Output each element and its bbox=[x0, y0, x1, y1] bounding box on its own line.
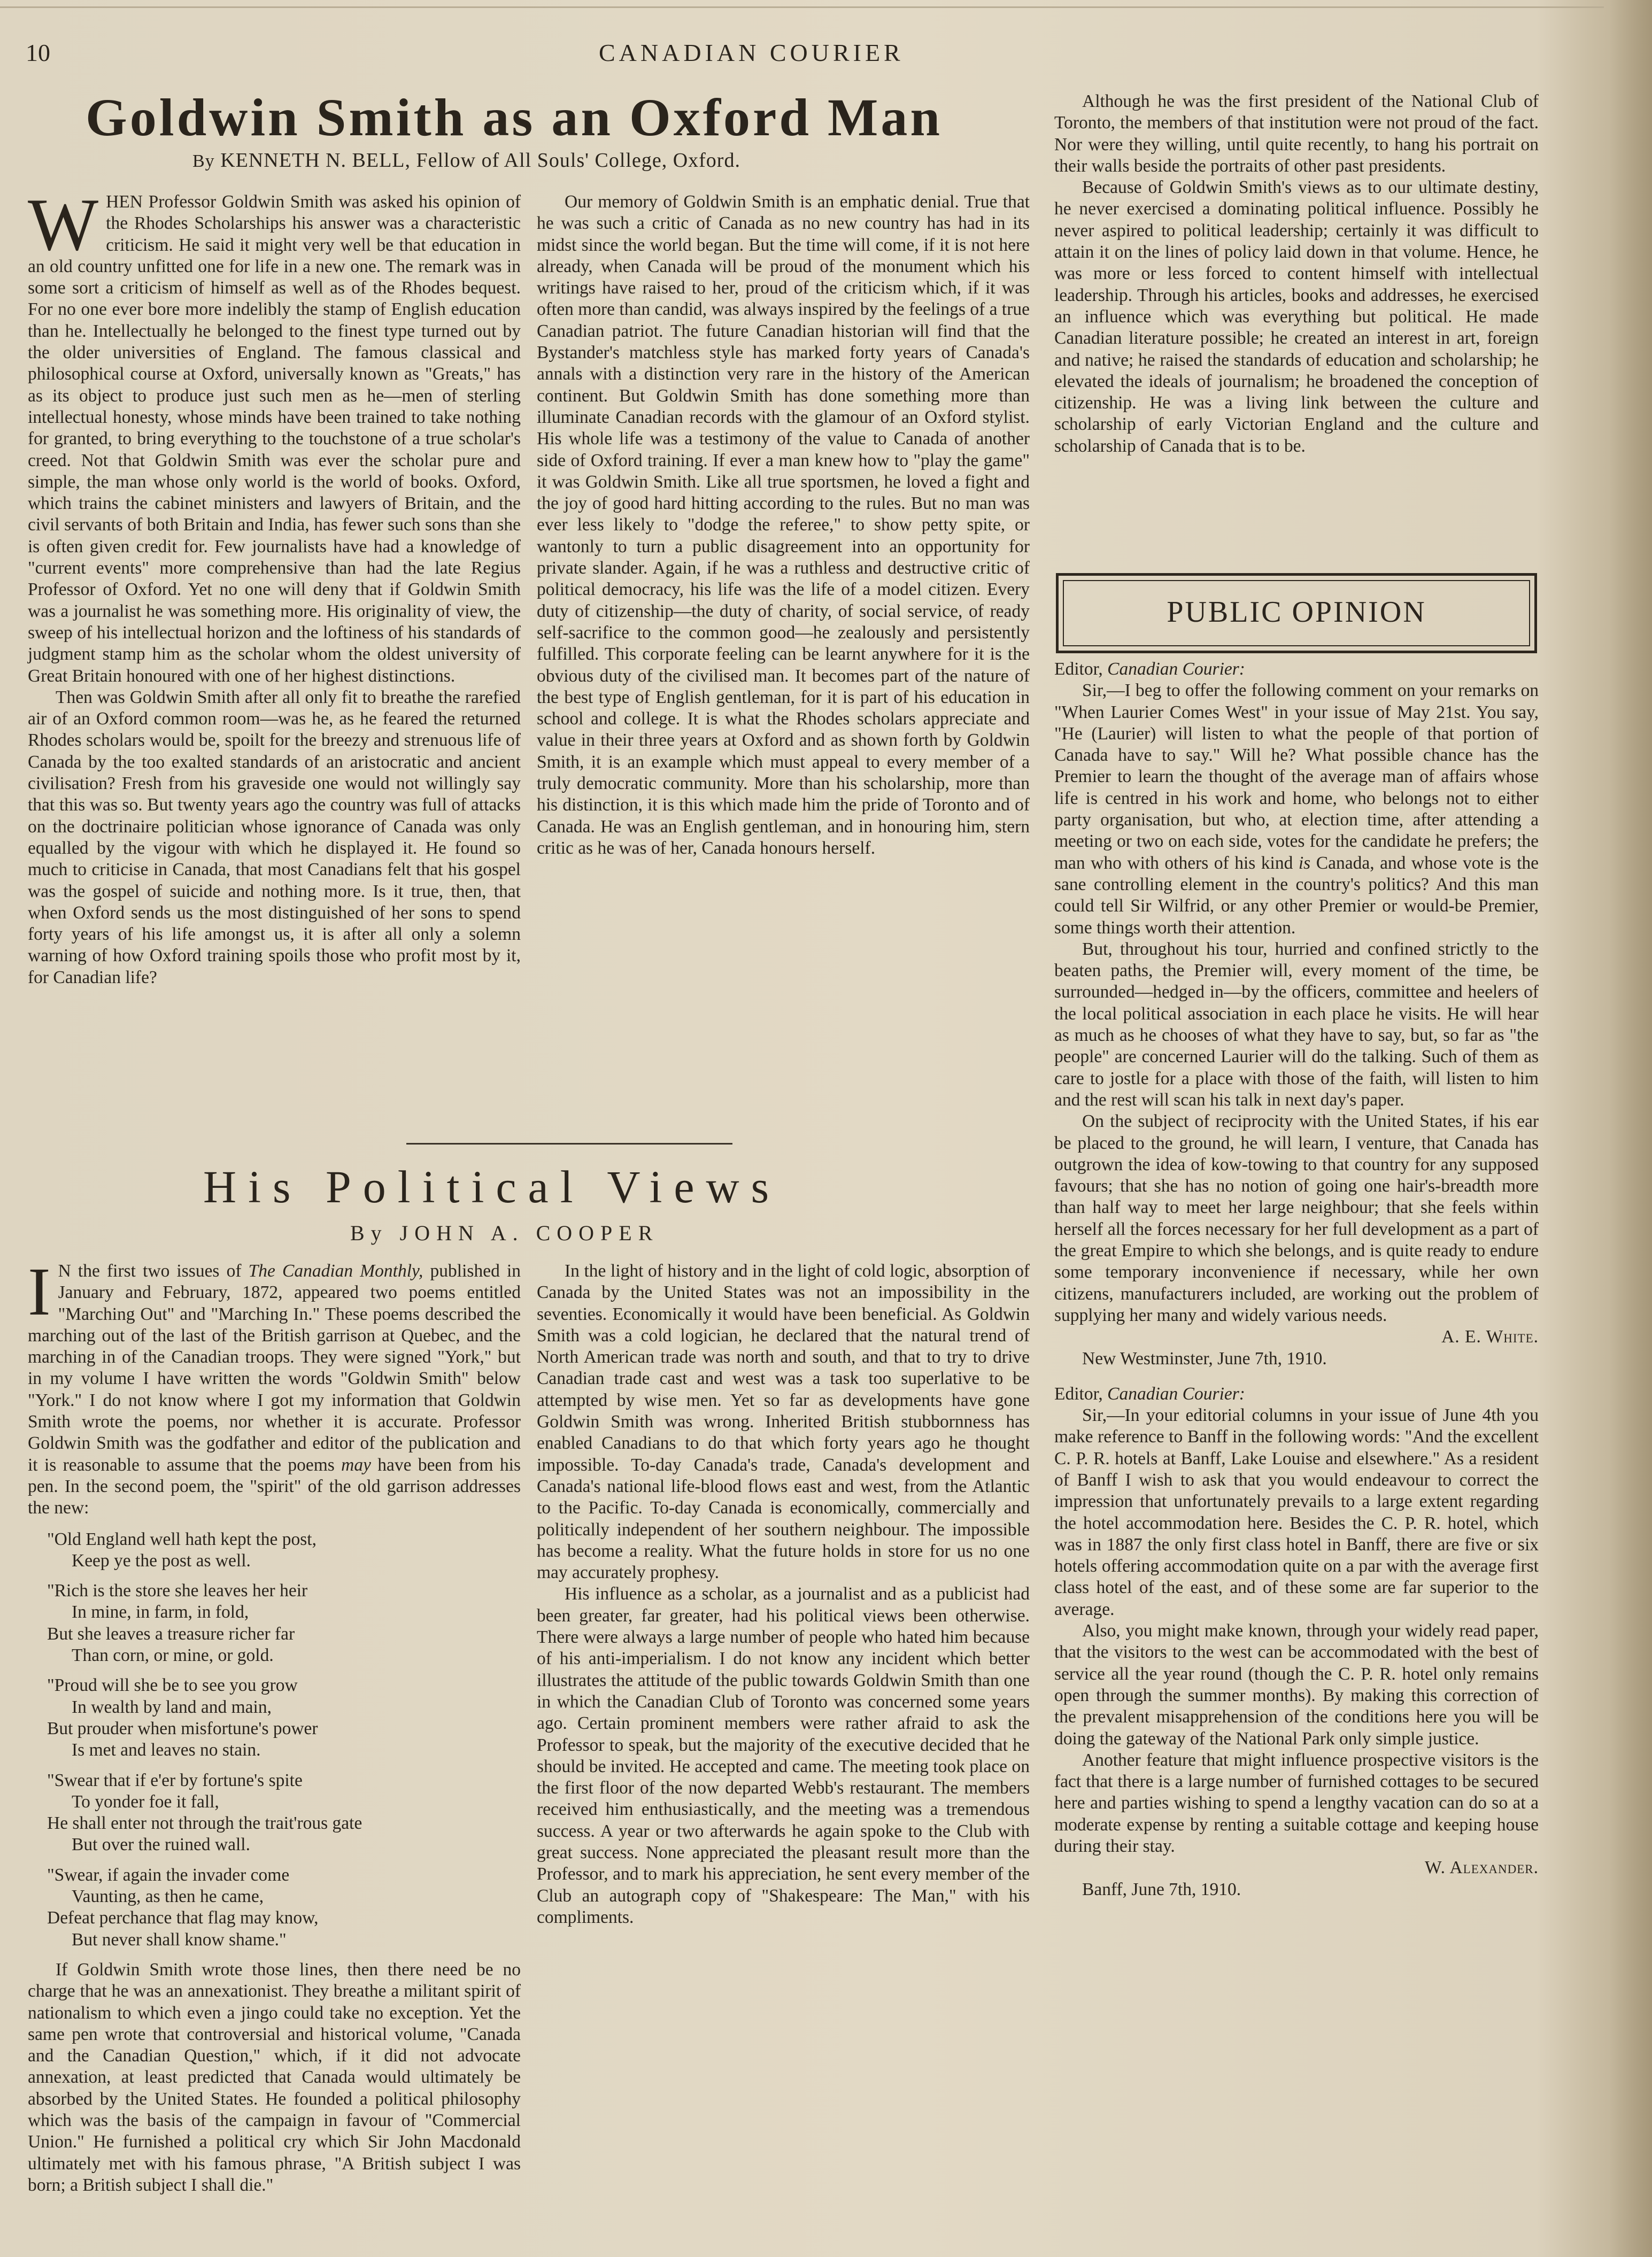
public-opinion-box bbox=[1056, 573, 1537, 653]
column-4 bbox=[28, 1254, 521, 2196]
letter-paragraph: Sir,—In your editorial columns in your issue of June 4th you make reference to Banff in the following words: "And the excellent C. P. R. hotels at Banff, Lake Louise and elsewhere." As a resident of Banff I wish to ask that you would endeavour to correct the impression that unfortunately prevails to a large extent regarding the hotel accommodation here. Besides the C. P. R. hotel, which was in 1887 the only first class hotel in Banff, there are five or six hotels offering accommodation quite on a par with the average first class hotel of the east, and of these some are far superior to the average. bbox=[1054, 1405, 1539, 1619]
poem-stanza bbox=[47, 1865, 521, 1951]
poem-line: But she leaves a treasure richer far bbox=[47, 1624, 295, 1644]
poem-line: "Swear that if e'er by fortune's spite bbox=[47, 1770, 303, 1790]
letter-salutation: Editor, Canadian Courier: bbox=[1054, 659, 1245, 679]
drop-cap: I bbox=[28, 1254, 51, 1330]
poem-line: Vaunting, as then he came, bbox=[72, 1887, 264, 1907]
publication-title: CANADIAN COURIER bbox=[599, 39, 904, 66]
letter-signature: A. E. White. bbox=[1441, 1327, 1539, 1347]
column-1 bbox=[28, 183, 521, 988]
article-paragraph: I N the first two issues of The Canadian Monthly, published in January and February, 1872, appeared two poems entitled "Marching Out" and "Marching In." These poems described the marching out of the last of the British garrison at Quebec, and the marching in of the Canadian troops. They were signed "York," but in my volume I have written the words "Goldwin Smith" below "York." I do not know where I got my information that Goldwin Smith wrote the poems, nor whether it is accurate. Professor Goldwin Smith was the godfather and editor of the publication and it is reasonable to assume that the poems may have been from his pen. In the second poem, the "spirit" of the old garrison addresses the new: bbox=[28, 1254, 521, 1518]
article-byline bbox=[192, 149, 740, 172]
section-divider bbox=[406, 1143, 732, 1145]
column-5 bbox=[537, 1261, 1030, 1928]
drop-cap: W bbox=[28, 183, 99, 266]
page-number: 10 bbox=[26, 39, 50, 66]
poem-line: In wealth by land and main, bbox=[72, 1697, 272, 1717]
poem-line: "Swear, if again the invader come bbox=[47, 1865, 290, 1885]
poem-line: Defeat perchance that flag may know, bbox=[47, 1908, 319, 1928]
poem-line: But over the ruined wall. bbox=[72, 1835, 250, 1855]
byline-author: KENNETH N. BELL, Fellow of All Souls' College, Oxford. bbox=[220, 149, 740, 172]
article-paragraph: Our memory of Goldwin Smith is an emphatic denial. True that he was such a critic of Canada as no new country has had in its midst since the world began. But the time will come, if it is not here already, when Canada will be proud of the monument which his writings have raised to her, proud of the criticism which, if it was often more than candid, was always inspired by the feelings of a true Canadian patriot. The future Canadian historian will find that the Bystander's matchless style has marked forty years of Canada's annals with a distinction very rare in the history of the American continent. But Goldwin Smith has done something more than illuminate Canadian records with the glamour of an Oxford stylist. His whole life was a testimony of the value to Canada of another side of Oxford training. If ever a man knew how to "play the game" it was Goldwin Smith. Like all true sportsmen, he loved a fight and the joy of good hard hitting according to the rules. But no man was ever less likely to "dodge the referee," to show petty spite, or wantonly to turn a public disagreement into an opportunity for private slander. Again, if he was a ruthless and destructive critic of political democracy, his life was the life of a model citizen. Every duty of citizenship—the duty of charity, of social service, of ready self-sacrifice to the common good—he zealously and persistently fulfilled. This corporate feeling can be learnt anywhere for it is the obvious duty of the civilised man. It becomes part of the nature of the best type of English gentleman, for it is part of his education in school and college. It is what the Rhodes scholars appreciate and value in their three years at Oxford and as shown forth by Goldwin Smith, it is an example which must appeal to every member of a truly democratic community. More than his scholarship, more than his distinction, it is this which made him the pride of Toronto and of Canada. He was an English gentleman, and in honouring him, stern critic as he was of her, Canada honours herself. bbox=[537, 192, 1030, 858]
column-2 bbox=[537, 191, 1030, 859]
poem-stanza bbox=[47, 1529, 521, 1572]
poem-line: Than corn, or mine, or gold. bbox=[72, 1645, 274, 1666]
poem-stanza bbox=[47, 1675, 521, 1761]
column-3-top bbox=[1054, 91, 1539, 457]
article-paragraph: WHEN Professor Goldwin Smith was asked his opinion of the Rhodes Scholarships his answer was a characteristic criticism. He said it might very well be that education in an old country unfitted one for life in a new one. The remark was in some sort a criticism of himself as well as of the Rhodes bequest. For no one ever bore more indelibly the stamp of English education than he. Intellectually he belonged to the finest type turned out by the older universities of England. The famous classical and philosophical course at Oxford, universally known as "Greats," has as its object to produce just such men as he—men of sterling intellectual honesty, whose minds have been trained to take nothing for granted, to bring everything to the touchstone of a true scholar's creed. Not that Goldwin Smith was ever the scholar pure and simple, the man whose only world is the world of books. Oxford, which trains the cabinet ministers and lawyers of Britain, and the civil servants of both Britain and India, has fewer such sons than she is often given credit for. Few journalists have had a knowledge of "current events" more comprehensive than had the late Regius Professor of Oxford. Yet no one will deny that if Goldwin Smith was a journalist he was something more. His originality of view, the sweep of his intellectual horizon and the loftiness of his standards of judgment stamp him as the scholar whom the oldest university of Great Britain honoured with one of her highest distinctions. bbox=[28, 183, 521, 686]
article-paragraph: Then was Goldwin Smith after all only fit to breathe the rarefied air of an Oxford common room—was he, as he feared the returned Rhodes scholars would be, spoilt for the breezy and strenuous life of Canada by the too exalted standards of an aristocratic and ancient civilisation? Fresh from his graveside one would not willingly say that this was so. But twenty years ago the country was full of attacks on the doctrinaire politician whose ignorance of Canada was only equalled by the vigour with which he displayed it. He found so much to criticise in Canada, that most Canadians felt that his gospel was the gospel of suicide and nothing more. Is it true, then, that when Oxford sends us the most distinguished of her sons to spend forty years of his life amongst us, it is after all only a solemn warning of how Oxford training spoils those who profit most by it, for Canadian life? bbox=[28, 687, 521, 987]
letter-dateline: New Westminster, June 7th, 1910. bbox=[1082, 1348, 1327, 1369]
page-binding-shadow bbox=[1609, 0, 1652, 2257]
article-paragraph: His influence as a scholar, as a journalist and as a publicist had been greater, far greater, had his political views been otherwise. There were always a large number of people who hated him because of his anti-imperialism. I do not know any incident which better illustrates the attitude of the public towards Goldwin Smith than one in which the Canadian Club of Toronto was concerned some years ago. Certain prominent members were rather afraid to ask the Professor to speak, but the majority of the executive decided that he should be invited. He accepted and came. The meeting took place on the first floor of the now departed Webb's restaurant. The members received him enthusiastically, and the meeting was a tremendous success. A year or two afterwards he again spoke to the Club with great success. None appreciated the pleasant result more than the Professor, and to mark his appreciation, he sent every member of the Club an autograph copy of "Shakespeare: The Man," with his compliments. bbox=[537, 1584, 1030, 1927]
top-rule bbox=[0, 6, 1604, 8]
poem-line: To yonder foe it fall, bbox=[72, 1791, 219, 1812]
letter-paragraph: Another feature that might influence prospective visitors is the fact that there is a large number of furnished cottages to be secured here and parties wishing to spend a lengthy vacation can do so at a moderate expense by renting a suitable cottage and keeping house during their stay. bbox=[1054, 1750, 1539, 1857]
byline-prefix: By bbox=[192, 151, 215, 171]
letter-paragraph: But, throughout his tour, hurried and confined strictly to the beaten paths, the Premier will, every moment of the time, be surrounded—hedged in—by the officers, committee and heelers of the local political association in each place he visits. He will hear as much as he chooses of what they have to say, but, so far as "the people" are concerned Laurier will do the talking. Such of them as care to jostle for a place with those of the faith, will listen to him and the rest will scan his talk in next day's paper. bbox=[1054, 939, 1539, 1110]
poem-line: He shall enter not through the trait'rous gate bbox=[47, 1813, 362, 1834]
poem-line: But never shall know shame." bbox=[72, 1929, 287, 1950]
article-paragraph: Although he was the first president of the National Club of Toronto, the members of that institution were not proud of the fact. Nor were they willing, until quite recently, to hang his portrait on their walls beside the portraits of other past presidents. bbox=[1054, 91, 1539, 176]
letter-dateline: Banff, June 7th, 1910. bbox=[1082, 1879, 1241, 1899]
poem-line: In mine, in farm, in fold, bbox=[72, 1602, 249, 1622]
letter-salutation: Editor, Canadian Courier: bbox=[1054, 1383, 1245, 1404]
letter-paragraph: Sir,—I beg to offer the following comment on your remarks on "When Laurier Comes West" in your issue of May 21st. You say, "He (Laurier) will listen to what the people of that portion of Canada have to say." Will he? What possible chance has the Premier to learn the thought of the average man of affairs whose life is centred in his work and home, who belongs not to either party organisation, but who, at election time, after attending a meeting or two on each side, votes for the candidate he prefers; the man who with others of his kind is Canada, and whose vote is the sane controlling element in the country's politics? And this man could tell Sir Wilfrid, or any other Premier or would-be Premier, some things worth their attention. bbox=[1054, 681, 1539, 938]
letter-signature: W. Alexander. bbox=[1425, 1858, 1539, 1878]
poem bbox=[47, 1529, 521, 1951]
column-6-letters bbox=[1054, 659, 1539, 1900]
article-paragraph: In the light of history and in the light of cold logic, absorption of Canada by the United States was not an impossibility in the seventies. Economically it would have been beneficial. As Goldwin Smith was a cold logician, he declared that the natural trend of North American trade was north and south, and that to try to drive Canadian trade cast and west was a task too superlative to be attempted by wise men. Yet so far as developments have gone Goldwin Smith was wrong. Inherited British stubbornness has enabled Canadians to do that which forty years ago he thought impossible. To-day Canada's trade, Canada's development and Canada's national life-blood flows east and west, from the Atlantic to the Pacific. To-day Canada is economically, commercially and politically independent of her southern neighbour. The impossible has become a reality. What the future holds in store for us no one may accurately prophesy. bbox=[537, 1261, 1030, 1583]
section-title: His Political Views bbox=[203, 1161, 781, 1212]
poem-stanza bbox=[47, 1770, 521, 1856]
poem-line: Is met and leaves no stain. bbox=[72, 1740, 261, 1760]
public-opinion-heading: PUBLIC OPINION bbox=[1167, 596, 1426, 629]
poem-stanza bbox=[47, 1580, 521, 1666]
poem-line: "Rich is the store she leaves her heir bbox=[47, 1581, 308, 1601]
article-paragraph: Because of Goldwin Smith's views as to our ultimate destiny, he never exercised a dominating political influence. Possibly he never aspired to political leadership; certainly it was difficult to attain it on the lines of policy laid down in that volume. Hence, he was more or less forced to content himself with intellectual leadership. Through his articles, books and addresses, he exercised an influence which was everything but political. He made Canadian literature possible; he created an interest in art, foreign and native; he raised the standards of education and scholarship; he elevated the ideals of journalism; he broadened the conception of citizenship. He was a living link between the culture and scholarship of early Victorian England and the culture and scholarship of Canada that is to be. bbox=[1054, 177, 1539, 456]
poem-line: "Proud will she be to see you grow bbox=[47, 1675, 298, 1696]
poem-line: Keep ye the post as well. bbox=[72, 1550, 251, 1571]
letter-paragraph: Also, you might make known, through your widely read paper, that the visitors to the west can be accommodated with the best of service all the year round (though the C. P. R. hotel only remains open through the summer months). By making this correction of the prevalent misapprehension of the conditions here you will be doing the gateway of the National Park only simple justice. bbox=[1054, 1621, 1539, 1749]
article-paragraph: If Goldwin Smith wrote those lines, then there need be no charge that he was an annexationist. They breathe a militant spirit of nationalism to which even a jingo could take no exception. Yet the same pen wrote that controversial and historical volume, "Canada and the Canadian Question," which, if it did not advocate annexation, at least predicted that Canada would ultimately be absorbed by the United States. He founded a political philosophy which was the basis of the campaign in favour of "Commercial Union." He furnished a political cry which Sir John Macdonald ultimately met with his famous phrase, "A British subject I was born; a British subject I shall die." bbox=[28, 1959, 521, 2195]
letter-paragraph: On the subject of reciprocity with the United States, if his ear be placed to the ground, he will learn, I venture, that Canada has outgrown the idea of kow-towing to that country for any supposed favours; that she has no notion of going one hair's-breadth more than half way to meet her large neighbour; that she feels within herself all the forces necessary for her full development as a part of the great Empire to which she belongs, and is quite ready to endure some temporary inconvenience if necessary, while her own citizens, manufacturers included, are working out the problem of supplying her many and widely various needs. bbox=[1054, 1111, 1539, 1325]
poem-line: But prouder when misfortune's power bbox=[47, 1718, 318, 1738]
poem-line: "Old England well hath kept the post, bbox=[47, 1529, 316, 1549]
article-title: Goldwin Smith as an Oxford Man bbox=[86, 88, 943, 147]
section-byline: By JOHN A. COOPER bbox=[350, 1221, 659, 1245]
